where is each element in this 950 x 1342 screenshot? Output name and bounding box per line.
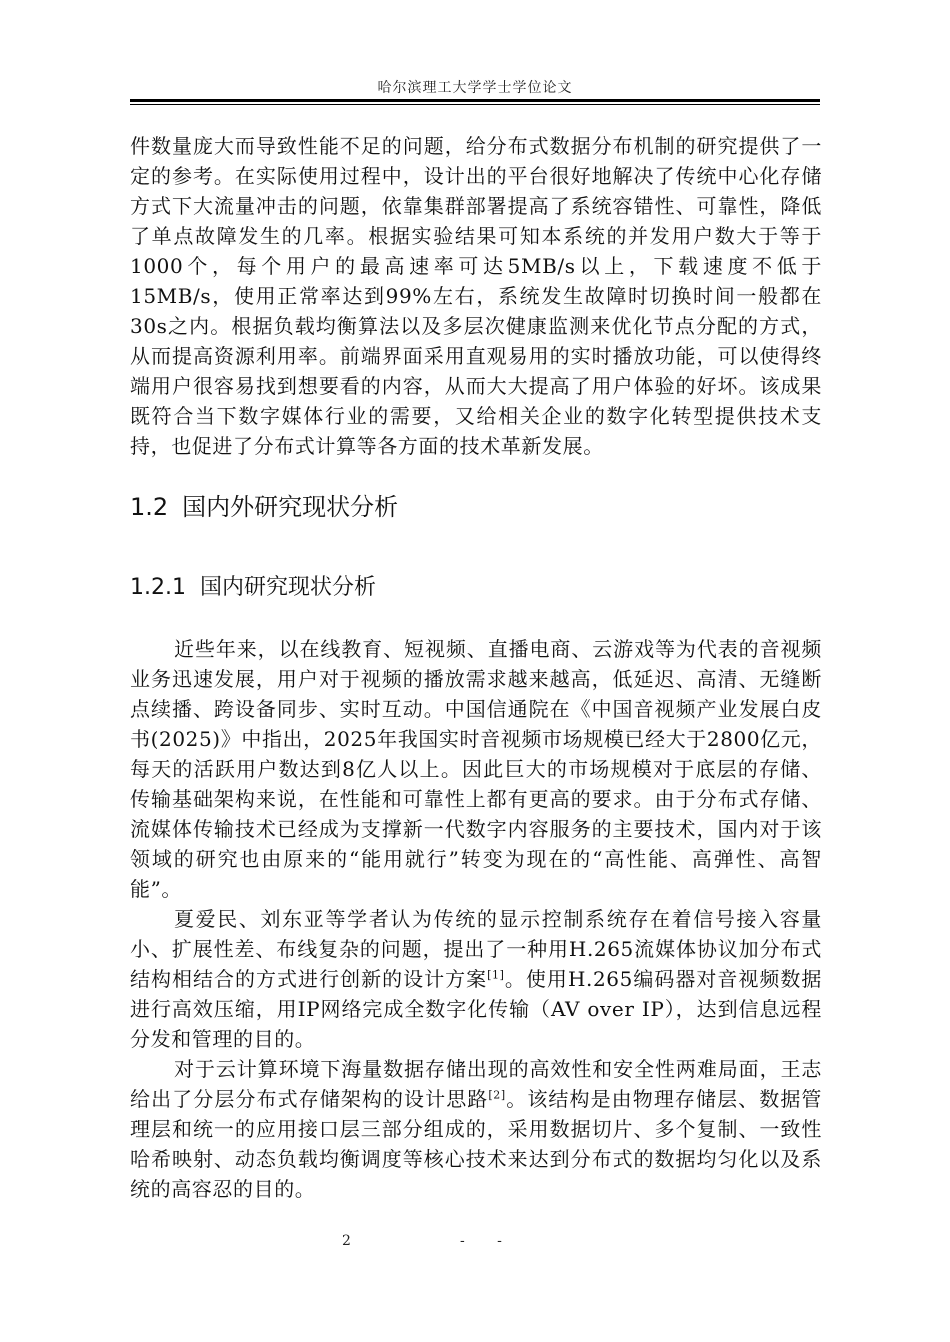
paragraph-2-text: 夏爱民、刘东亚等学者认为传统的显示控制系统存在着信号接入容量小、扩展性差、布线复杂的问题，提出了一种用H.265流媒体协议加分布式结构相结合的方式进行创新的设计方案 — [130, 907, 822, 991]
subsection-heading — [130, 574, 822, 602]
body-paragraph-3 — [130, 1054, 822, 1204]
paragraph-3-text: 对于云计算环境下海量数据存储出现的高效性和安全性两难局面，王志给出了分层分布式存储架构的设计思路 — [130, 1057, 822, 1111]
header-rule-thin — [130, 104, 820, 105]
header-rule-thick — [130, 99, 820, 102]
subsection-title: 国内研究现状分析 — [199, 575, 376, 600]
paragraph-2-tail: 。使用H.265编码器对音视频数据进行高效压缩，用IP网络完成全数字化传输（AV over IP），达到信息远程分发和管理的目的。 — [130, 967, 822, 1051]
body-paragraph-1: 近些年来，以在线教育、短视频、直播电商、云游戏等为代表的音视频业务迅速发展，用户对于视频的播放需求越来越高，低延迟、高清、无缝断点续播、跨设备同步、实时互动。中国信通院在《中国音视频产业发展白皮书(2025)》中指出，2025年我国实时音视频市场规模已经大于2800亿元，每天的活跃用户数达到8亿人以上。因此巨大的市场规模对于底层的存储、传输基础架构来说，在性能和可靠性上都有更高的要求。由于分布式存储、流媒体传输技术已经成为支撑新一代数字内容服务的主要技术，国内对于该领域的研究也由原来的“能用就行”转变为现在的“高性能、高弹性、高智能”。 — [130, 637, 822, 901]
citation-ref-2[interactable]: [2] — [488, 1088, 506, 1102]
section-number: 1.2 — [130, 493, 169, 521]
citation-ref-1[interactable]: [1] — [487, 968, 505, 982]
running-header-title: 哈尔滨理工大学学士学位论文 — [377, 80, 573, 96]
body-paragraph-2 — [130, 904, 822, 1054]
subsection-number: 1.2.1 — [130, 575, 186, 600]
page-number: 2 — [342, 1233, 351, 1249]
paragraph-3-tail: 。该结构是由物理存储层、数据管理层和统一的应用接口层三部分组成的，采用数据切片、多个复制、一致性哈希映射、动态负载均衡调度等核心技术来达到分布式的数据均匀化以及系统的高容忍的目的。 — [130, 1087, 823, 1201]
section-title: 国内外研究现状分析 — [182, 493, 399, 521]
intro-paragraph: 件数量庞大而导致性能不足的问题，给分布式数据分布机制的研究提供了一定的参考。在实际使用过程中，设计出的平台很好地解决了传统中心化存储方式下大流量冲击的问题，依靠集群部署提高了系统容错性、可靠性，降低了单点故障发生的几率。根据实验结果可知本系统的并发用户数大于等于1000个，每个用户的最高速率可达5MB/s以上，下载速度不低于15MB/s，使用正常率达到99%左右，系统发生故障时切换时间一般都在30s之内。根据负载均衡算法以及多层次健康监测来优化节点分配的方式，从而提高资源利用率。前端界面采用直观易用的实时播放功能，可以使得终端用户很容易找到想要看的内容，从而大大提高了用户体验的好坏。该成果既符合当下数字媒体行业的需要，又给相关企业的数字化转型提供技术支持，也促进了分布式计算等各方面的技术革新发展。 — [130, 134, 822, 458]
page-mark: - - — [460, 1233, 516, 1249]
section-heading — [130, 492, 822, 522]
page-body — [130, 131, 822, 1204]
